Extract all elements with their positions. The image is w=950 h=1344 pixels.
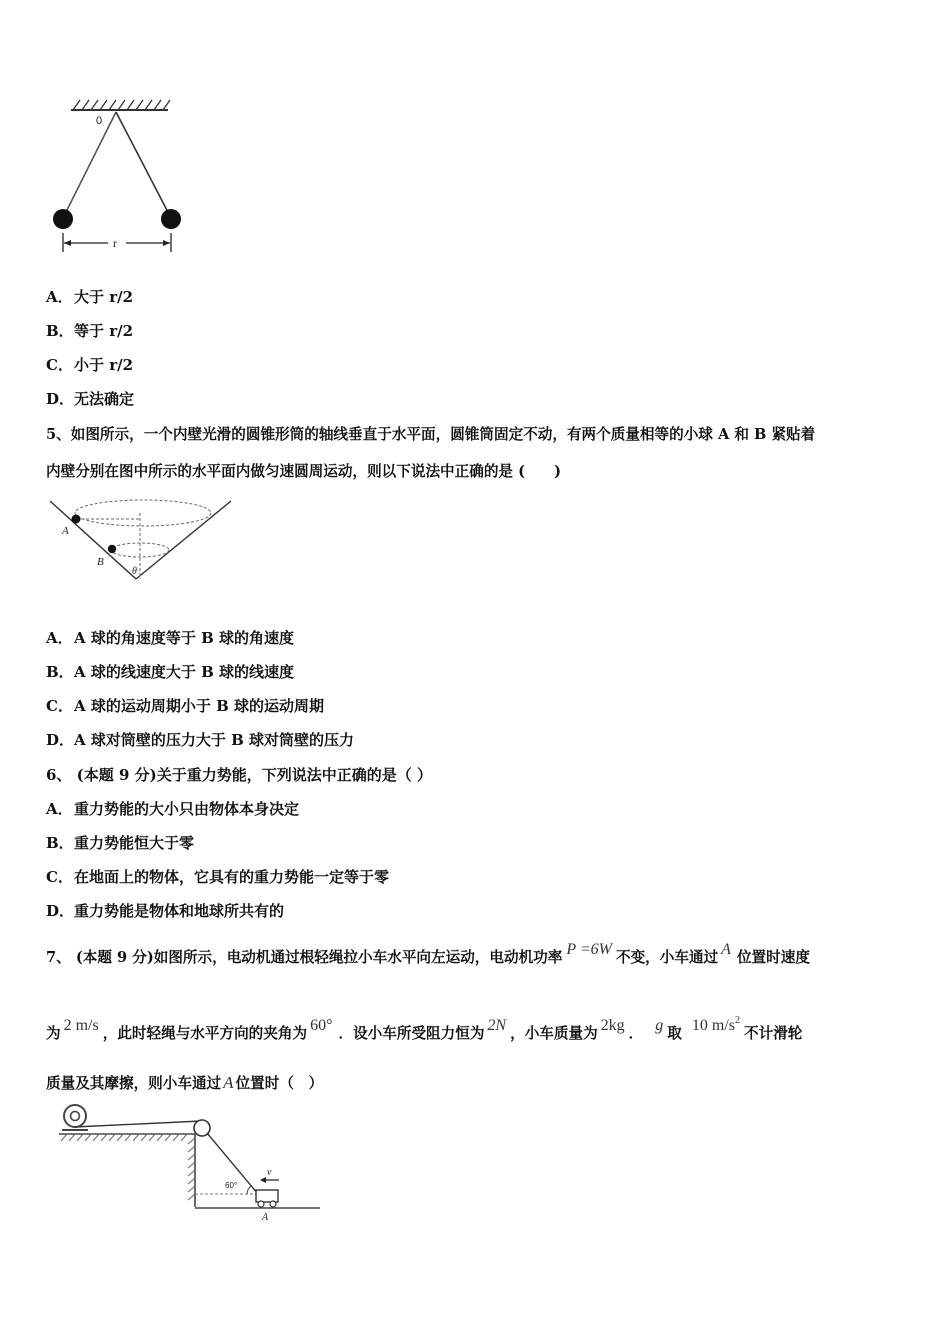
resistance-value: 2N [487,1017,507,1034]
wall-hatch [188,1138,195,1200]
q7-text: 7、 (本题 9 分)如图所示，电动机通过根轻绳拉小车水平向左运动，电动机功率 [46,949,563,966]
q5-option-d [46,729,354,750]
pendulum-figure [46,95,196,260]
option-text: 在地面上的物体，它具有的重力势能一定等于零 [74,868,390,886]
option-letter: C． [46,697,73,715]
velocity-arrowhead [260,1177,266,1183]
pivot-label: 0 [96,115,103,127]
q7-text: 取 [667,1025,682,1042]
option-letter: B． [46,322,74,340]
distance-label: r [113,236,117,250]
motor-inner [71,1112,80,1121]
motor-cart-figure [55,1100,325,1225]
option-text: A 球的线速度大于 B 球的线速度 [74,663,294,681]
option-text: A 球对筒壁的压力大于 B 球对筒壁的压力 [74,731,354,749]
g-value [692,1017,740,1034]
option-text: A 球的角速度等于 B 球的角速度 [74,629,294,647]
left-string [63,112,116,218]
point-a-symbol: A [721,941,731,958]
q4-option-b [46,320,133,341]
q7-stem-line1 [46,941,810,967]
q7-text: ． [628,1025,644,1042]
upper-orbit [75,500,211,526]
cone-right-wall [136,501,231,579]
q5-stem-line2: 内壁分别在图中所示的水平面内做匀速圆周运动，则以下说法中正确的是 ( ) [46,463,562,480]
right-ball [161,209,181,229]
angle-value: 60° [310,1017,333,1034]
q7-text: ，此时轻绳与水平方向的夹角为 [102,1025,308,1042]
speed-value: 2 m/s [63,1017,99,1034]
cart-wheel-left [258,1201,264,1207]
option-text: 等于 r/2 [74,322,134,340]
q4-option-d [46,388,134,409]
power-formula: P =6W [566,941,612,958]
rope-horizontal [75,1121,201,1127]
q5-stem-line1: 5、如图所示，一个内壁光滑的圆锥形筒的轴线垂直于水平面，圆锥筒固定不动，有两个质量相等的小球 A 和 B 紧贴着 [46,426,816,443]
option-text: 小于 r/2 [74,356,134,374]
option-letter: A． [46,800,73,818]
q7-text: 为 [46,1025,61,1042]
upper-surface-hatch [61,1134,187,1141]
q5-option-b [46,661,294,682]
angle-arc [247,1186,251,1194]
q7-text: ，小车质量为 [510,1025,598,1042]
option-letter: D． [46,731,75,749]
cart-body [256,1190,278,1202]
velocity-label: v [267,1167,272,1178]
dim-arrow-right [163,240,170,246]
option-text: 重力势能恒大于零 [74,834,195,852]
q6-option-d [46,900,284,921]
option-letter: A． [46,288,73,306]
cone-figure [46,495,236,585]
cart-wheel-right [270,1201,276,1207]
option-text: A 球的运动周期小于 B 球的运动周期 [74,697,324,715]
ball-b-label: B [97,556,104,568]
option-letter: A． [46,629,73,647]
q6-option-a [46,798,299,819]
angle-label: 60° [225,1181,238,1190]
q7-text: 不计滑轮 [744,1025,803,1042]
cone-left-wall [50,501,136,579]
ball-a [72,515,81,524]
q7-text: 位置时（ ） [235,1075,324,1092]
option-letter: D． [46,902,75,920]
right-string [116,112,171,218]
option-text: 大于 r/2 [74,288,134,306]
option-letter: B． [46,834,74,852]
ceiling-hatch [73,100,170,110]
ball-b [108,545,116,553]
option-text: 重力势能是物体和地球所共有的 [74,902,285,920]
option-letter: C． [46,356,73,374]
g-value-exponent: 2 [735,1015,741,1026]
angle-theta-label: θ [132,566,137,577]
option-letter: D． [46,390,75,408]
q7-text: 质量及其摩擦，则小车通过 [46,1075,222,1092]
q5-option-c [46,695,324,716]
q7-text: 位置时速度 [736,949,810,966]
mass-value: 2kg [600,1017,625,1034]
q7-text: ．设小车所受阻力恒为 [338,1025,485,1042]
q4-option-c [46,354,133,375]
q7-text: 不变，小车通过 [615,949,719,966]
cart-a-label: A [262,1212,269,1223]
ball-a-label: A [62,525,69,537]
option-text: 重力势能的大小只由物体本身决定 [74,800,300,818]
point-a-symbol: A [223,1073,234,1092]
q6-option-b [46,832,194,853]
q6-option-c [46,866,389,887]
motor-outer [64,1105,86,1127]
dim-arrow-left [64,240,71,246]
q4-option-a [46,286,133,307]
q6-stem: 6、 (本题 9 分)关于重力势能，下列说法中正确的是（ ） [46,766,432,784]
q7-stem-line3 [46,1072,323,1093]
option-letter: B． [46,663,74,681]
g-value-base: 10 m/s [691,1017,736,1034]
option-text: 无法确定 [74,390,135,408]
q5-option-a [46,627,294,648]
g-symbol: g [655,1017,664,1034]
left-ball [53,209,73,229]
option-letter: C． [46,868,73,886]
q7-stem-line2 [46,1015,803,1043]
